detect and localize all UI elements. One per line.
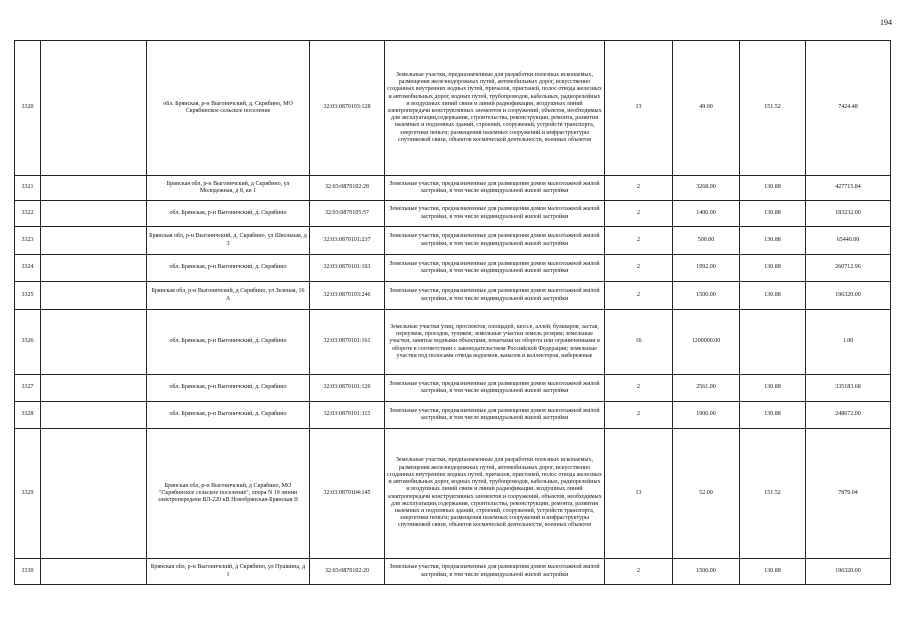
row-number: 3330: [15, 559, 41, 585]
empty-cell: [41, 310, 147, 375]
cadastral-number: 32:03:0870102:20: [310, 559, 385, 585]
cadastral-value: 7424.48: [806, 41, 891, 176]
table-row: [15, 375, 891, 402]
cadastral-value: 1.00: [806, 310, 891, 375]
cadastral-number: 32:03:0870105:57: [310, 201, 385, 227]
table-row: [15, 176, 891, 201]
land-use-description: Земельные участки, предназначенные для размещения домов малоэтажной жилой застройки, в том числе индивидуальной жилой застройки: [385, 255, 605, 282]
area-value: 500.00: [673, 227, 740, 255]
land-use-description: Земельные участки, предназначенные для разработки полезных ископаемых, размещения железнодорожных путей, автомобильных дорог, искусственно созданных внутренних водных путей, причалов, пристаней, полос отвода железных и автомобильных дорог, водных путей, трубопроводов, кабельных, радиорелейных и воздушных линий связи и линий радиофикации, воздушных линий электропередачи конструктивных элементов и сооружений, объектов, необходимых для эксплуатации,содержания, строительства, реконструкции, ремонта, развития наземных и подземных зданий, строений, сооружений, устройств транспорта, энергетики пеньги; размещения наземных сооружений и инфраструктуры спутниковой связи, объектов космической деятельности, военных объектов: [385, 429, 605, 559]
group-code: 2: [605, 402, 673, 429]
rate-value: 130.88: [740, 375, 806, 402]
row-number: 3321: [15, 176, 41, 201]
area-value: 49.00: [673, 41, 740, 176]
row-number: 3325: [15, 282, 41, 310]
land-use-description: Земельные участки, предназначенные для размещения домов малоэтажной жилой застройки, в том числе индивидуальной жилой застройки: [385, 227, 605, 255]
cadastral-number: 32:03:0870101:115: [310, 402, 385, 429]
rate-value: [740, 310, 806, 375]
cadastral-value: 183232.00: [806, 201, 891, 227]
empty-cell: [41, 402, 147, 429]
page-number: 194: [880, 18, 892, 27]
group-code: 2: [605, 255, 673, 282]
address-cell: Брянская обл, р-н Выгоничский, д Скрябино, МО "Скрябинское сельское поселение", опора N 19 линии электропередачи ВЛ-220 кВ Новобрянская-Брянская II: [147, 429, 310, 559]
land-use-description: Земельные участки улиц, проспектов, площадей, шоссе, аллей, бульваров, застав, переулков, проездов, тупиков; земельные участки земель резерва; земельные участки, занятые водными объектами, изъятыми из оборота или ограниченными в обороте в соответствии с законодательством Российской Федерации; земельные участки под полосами отвода водоемов, каналов и коллекторов, набережные: [385, 310, 605, 375]
rate-value: 130.88: [740, 559, 806, 585]
address-cell: Брянская обл, р-н Выгоничский, д Скрябино, ул Молодежная, д 8, кв 1: [147, 176, 310, 201]
group-code: 2: [605, 227, 673, 255]
address-cell: обл. Брянская, р-н Выгоничский, д. Скрябино: [147, 375, 310, 402]
cadastral-number: 32:03:0870103:128: [310, 41, 385, 176]
group-code: 2: [605, 201, 673, 227]
land-use-description: Земельные участки, предназначенные для размещения домов малоэтажной жилой застройки, в том числе индивидуальной жилой застройки: [385, 559, 605, 585]
group-code: 2: [605, 176, 673, 201]
area-value: 1900.00: [673, 402, 740, 429]
table-row: [15, 429, 891, 559]
cadastral-number: 32:03:0870101:237: [310, 227, 385, 255]
land-use-description: Земельные участки, предназначенные для размещения домов малоэтажной жилой застройки, в том числе индивидуальной жилой застройки: [385, 201, 605, 227]
cadastral-number: 32:03:0870102:28: [310, 176, 385, 201]
land-use-description: Земельные участки, предназначенные для разработки полезных ископаемых, размещения железнодорожных путей, автомобильных дорог, искусственно созданных внутренних водных путей, причалов, пристаней, полос отвода железных и автомобильных дорог, водных путей, трубопроводов, кабельных, радиорелейных и воздушных линий связи и линий радиофикации, воздушных линий электропередачи конструктивных элементов и сооружений, объектов, необходимых для эксплуатации,содержания, строительства, реконструкции, ремонта, развития наземных и подземных зданий, строений, сооружений, устройств транспорта, энергетики пеньги; размещения наземных сооружений и инфраструктуры спутниковой связи, объектов космической деятельности, военных объектов: [385, 41, 605, 176]
group-code: 13: [605, 429, 673, 559]
address-cell: обл. Брянская, р-н Выгоничский, д. Скрябино: [147, 402, 310, 429]
empty-cell: [41, 41, 147, 176]
rate-value: 130.88: [740, 282, 806, 310]
empty-cell: [41, 282, 147, 310]
empty-cell: [41, 201, 147, 227]
cadastral-value: 248672.00: [806, 402, 891, 429]
land-use-description: Земельные участки, предназначенные для размещения домов малоэтажной жилой застройки, в том числе индивидуальной жилой застройки: [385, 176, 605, 201]
cadastral-value: 335183.68: [806, 375, 891, 402]
land-use-description: Земельные участки, предназначенные для размещения домов малоэтажной жилой застройки, в том числе индивидуальной жилой застройки: [385, 282, 605, 310]
row-number: 3327: [15, 375, 41, 402]
area-value: 52.00: [673, 429, 740, 559]
area-value: 1200000.00: [673, 310, 740, 375]
cadastral-number: 32:03:0870101:103: [310, 255, 385, 282]
table-row: [15, 227, 891, 255]
table-body: [15, 41, 891, 585]
address-cell: Брянская обл, р-н Выгоничский, д. Скрябино, ул Школьная, д 3: [147, 227, 310, 255]
group-code: 13: [605, 41, 673, 176]
cadastral-value: 196320.00: [806, 282, 891, 310]
group-code: 2: [605, 375, 673, 402]
rate-value: 130.88: [740, 201, 806, 227]
area-value: 1500.00: [673, 282, 740, 310]
area-value: 3268.00: [673, 176, 740, 201]
row-number: 3324: [15, 255, 41, 282]
address-cell: обл. Брянская, р-н Выгоничский, д. Скрябино: [147, 201, 310, 227]
address-cell: обл. Брянская, р-н Выгоничский, д. Скрябино: [147, 255, 310, 282]
table-row: [15, 282, 891, 310]
cadastral-value: 196320.00: [806, 559, 891, 585]
rate-value: 130.88: [740, 176, 806, 201]
cadastral-number: 32:03:0870104:145: [310, 429, 385, 559]
cadastral-number: 32:03:0870101:161: [310, 310, 385, 375]
group-code: 2: [605, 559, 673, 585]
cadastral-value: 260712.96: [806, 255, 891, 282]
cadastral-number: 32:03:0870101:126: [310, 375, 385, 402]
cadastral-value: 427715.84: [806, 176, 891, 201]
land-use-description: Земельные участки, предназначенные для размещения домов малоэтажной жилой застройки, в том числе индивидуальной жилой застройки: [385, 375, 605, 402]
rate-value: 151.52: [740, 429, 806, 559]
rate-value: 130.88: [740, 227, 806, 255]
table-row: [15, 310, 891, 375]
address-cell: обл. Брянская, р-н Выгоничский, д. Скрябино: [147, 310, 310, 375]
area-value: 1400.00: [673, 201, 740, 227]
area-value: 1500.00: [673, 559, 740, 585]
table-row: [15, 201, 891, 227]
table-row: [15, 41, 891, 176]
empty-cell: [41, 176, 147, 201]
row-number: 3328: [15, 402, 41, 429]
land-use-description: Земельные участки, предназначенные для размещения домов малоэтажной жилой застройки, в том числе индивидуальной жилой застройки: [385, 402, 605, 429]
empty-cell: [41, 375, 147, 402]
empty-cell: [41, 559, 147, 585]
table-row: [15, 402, 891, 429]
row-number: 3322: [15, 201, 41, 227]
table-row: [15, 255, 891, 282]
group-code: 16: [605, 310, 673, 375]
row-number: 3329: [15, 429, 41, 559]
cadastral-number: 32:03:0870103:246: [310, 282, 385, 310]
rate-value: 130.88: [740, 255, 806, 282]
address-cell: Брянская обл, р-н Выгоничский, д Скрябино, ул Зеленая, 16 А: [147, 282, 310, 310]
cadastral-value: 65440.00: [806, 227, 891, 255]
row-number: 3320: [15, 41, 41, 176]
rate-value: 130.88: [740, 402, 806, 429]
rate-value: 151.52: [740, 41, 806, 176]
empty-cell: [41, 227, 147, 255]
land-registry-table: [14, 40, 891, 585]
row-number: 3323: [15, 227, 41, 255]
cadastral-value: 7879.04: [806, 429, 891, 559]
address-cell: Брянская обл, р-н Выгоничский, д Скрябино, ул Пушкина, д 1: [147, 559, 310, 585]
group-code: 2: [605, 282, 673, 310]
address-cell: обл. Брянская, р-н Выгоничский, д. Скрябино, МО Скрябинское сельское поселение: [147, 41, 310, 176]
table-row: [15, 559, 891, 585]
empty-cell: [41, 429, 147, 559]
area-value: 2561.00: [673, 375, 740, 402]
empty-cell: [41, 255, 147, 282]
area-value: 1992.00: [673, 255, 740, 282]
row-number: 3326: [15, 310, 41, 375]
